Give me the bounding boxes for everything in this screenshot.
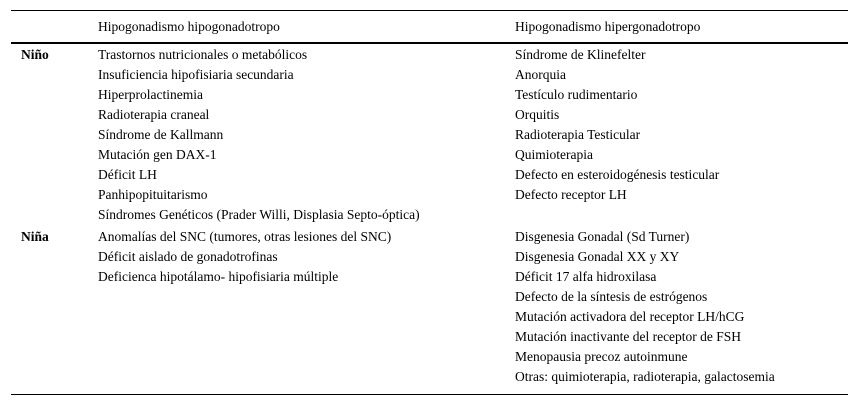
group-label-nino: Niño: [21, 47, 49, 62]
header-divider-rule: [11, 42, 848, 44]
list-item: Disgenesia Gonadal (Sd Turner): [515, 229, 690, 244]
list-item: Síndrome de Kallmann: [98, 127, 224, 142]
list-item: Déficit aislado de gonadotrofinas: [98, 249, 278, 264]
list-item: Defecto en esteroidogénesis testicular: [515, 167, 720, 182]
list-item: Otras: quimioterapia, radioterapia, galactosemia: [515, 369, 775, 384]
list-item: Mutación inactivante del receptor de FSH: [515, 329, 742, 344]
list-item: Radioterapia Testicular: [515, 127, 641, 142]
header-hipergonadotropo: Hipogonadismo hipergonadotropo: [515, 19, 701, 34]
nino-hipogonadotropo-list: [98, 45, 420, 225]
list-item: Radioterapia craneal: [98, 107, 210, 122]
list-item: Trastornos nutricionales o metabólicos: [98, 47, 308, 62]
list-item: Síndrome de Klinefelter: [515, 47, 646, 62]
list-item: Insuficiencia hipofisiaria secundaria: [98, 67, 294, 82]
group-label-nina: Niña: [21, 229, 49, 244]
list-item: Defecto de la síntesis de estrógenos: [515, 289, 708, 304]
nino-hipergonadotropo-list: [515, 45, 719, 205]
list-item: Orquitis: [515, 107, 560, 122]
list-item: Deficienca hipotálamo- hipofisiaria múltiple: [98, 269, 339, 284]
list-item: Testículo rudimentario: [515, 87, 638, 102]
list-item: Mutación activadora del receptor LH/hCG: [515, 309, 745, 324]
list-item: Síndromes Genéticos (Prader Willi, Displasia Septo-óptica): [98, 207, 420, 222]
list-item: Quimioterapia: [515, 147, 593, 162]
list-item: Menopausia precoz autoinmune: [515, 349, 688, 364]
list-item: Disgenesia Gonadal XX y XY: [515, 249, 680, 264]
list-item: Mutación gen DAX-1: [98, 147, 217, 162]
list-item: Déficit LH: [98, 167, 157, 182]
list-item: Anorquia: [515, 67, 566, 82]
list-item: Anomalías del SNC (tumores, otras lesiones del SNC): [98, 229, 392, 244]
header-hipogonadotropo: Hipogonadismo hipogonadotropo: [98, 19, 280, 34]
nina-hipergonadotropo-list: [515, 227, 775, 387]
list-item: Defecto receptor LH: [515, 187, 627, 202]
nina-hipogonadotropo-list: [98, 227, 391, 287]
list-item: Déficit 17 alfa hidroxilasa: [515, 269, 657, 284]
list-item: Hiperprolactinemia: [98, 87, 203, 102]
list-item: Panhipopituitarismo: [98, 187, 208, 202]
table-top-rule: [11, 10, 848, 11]
table-bottom-rule: [11, 394, 848, 395]
